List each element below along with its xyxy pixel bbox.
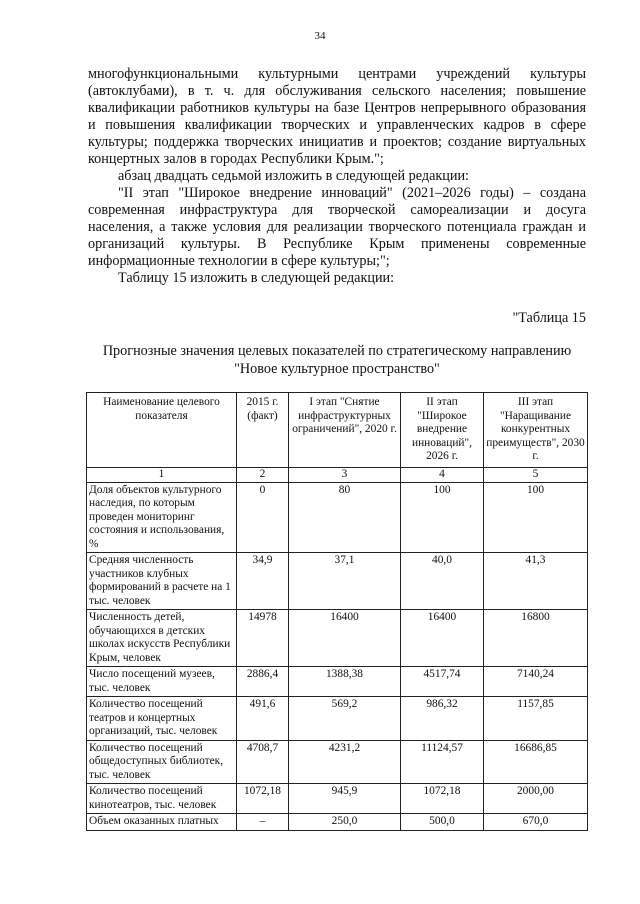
- value-stage-3: 16800: [484, 610, 588, 667]
- header-stage-1: I этап "Снятие инфраструктурных ограничений", 2020 г.: [289, 393, 401, 468]
- page-number: 34: [314, 30, 326, 42]
- value-2015: 491,6: [237, 697, 289, 741]
- paragraph-instruction: абзац двадцать седьмой изложить в следующей редакции:: [118, 168, 469, 184]
- value-2015: –: [237, 814, 289, 831]
- value-stage-1: 250,0: [289, 814, 401, 831]
- value-stage-3: 1157,85: [484, 697, 588, 741]
- header-2015: 2015 г. (факт): [237, 393, 289, 468]
- value-stage-2: 40,0: [401, 553, 484, 610]
- column-index: 2: [237, 468, 289, 483]
- indicator-name: Количество посещений кинотеатров, тыс. человек: [87, 784, 237, 814]
- value-stage-3: 670,0: [484, 814, 588, 831]
- value-stage-3: 16686,85: [484, 740, 588, 784]
- table-row: [87, 482, 588, 553]
- paragraph-continuation: многофункциональными культурными центрами учреждений культуры (автоклубами), в т. ч. для обслуживания сельского населения; повышение квалификации работников культуры на базе Центров непрерывного образования и повышения квалификации творческих и управленческих кадров в сфере культуры; поддержка творческих инициатив и проектов; создание виртуальных концертных залов в городах Республики Крым.";: [88, 66, 586, 167]
- table-row: [87, 697, 588, 741]
- body-text: [88, 66, 586, 287]
- value-2015: 4708,7: [237, 740, 289, 784]
- value-stage-1: 80: [289, 482, 401, 553]
- value-stage-1: 1388,38: [289, 667, 401, 697]
- table-row: [87, 610, 588, 667]
- value-stage-1: 945,9: [289, 784, 401, 814]
- value-stage-2: 986,32: [401, 697, 484, 741]
- table-row: [87, 553, 588, 610]
- column-index: 4: [401, 468, 484, 483]
- value-2015: 14978: [237, 610, 289, 667]
- table-row: [87, 814, 588, 831]
- table-row: [87, 740, 588, 784]
- table-row: [87, 667, 588, 697]
- value-stage-2: 500,0: [401, 814, 484, 831]
- value-stage-2: 16400: [401, 610, 484, 667]
- value-stage-3: 2000,00: [484, 784, 588, 814]
- indicator-name: Число посещений музеев, тыс. человек: [87, 667, 237, 697]
- column-index-row: [87, 468, 588, 483]
- value-stage-1: 16400: [289, 610, 401, 667]
- table-label: "Таблица 15: [512, 310, 586, 326]
- value-2015: 0: [237, 482, 289, 553]
- column-index: 5: [484, 468, 588, 483]
- indicators-table: [86, 392, 588, 831]
- indicator-name: Доля объектов культурного наследия, по которым проведен мониторинг состояния и использования, %: [87, 482, 237, 553]
- value-2015: 34,9: [237, 553, 289, 610]
- value-stage-2: 4517,74: [401, 667, 484, 697]
- header-indicator-name: Наименование целевого показателя: [87, 393, 237, 468]
- value-stage-1: 569,2: [289, 697, 401, 741]
- value-stage-3: 7140,24: [484, 667, 588, 697]
- indicator-name: Количество посещений общедоступных библиотек, тыс. человек: [87, 740, 237, 784]
- column-index: 1: [87, 468, 237, 483]
- table-header-row: [87, 393, 588, 468]
- value-stage-2: 11124,57: [401, 740, 484, 784]
- header-stage-2: II этап "Широкое внедрение инноваций", 2026 г.: [401, 393, 484, 468]
- value-stage-1: 4231,2: [289, 740, 401, 784]
- indicator-name: Объем оказанных платных: [87, 814, 237, 831]
- paragraph-stage-two: "II этап "Широкое внедрение инноваций" (2021–2026 годы) – создана современная инфраструктура для творческой самореализации и досуга населения, а также условия для реализации творческого потенциала граждан и организаций культуры. В Республике Крым применены современные информационные технологии в сфере культуры;";: [88, 185, 586, 269]
- table-caption: Прогнозные значения целевых показателей по стратегическому направлению "Новое культурное пространство": [102, 343, 572, 377]
- column-index: 3: [289, 468, 401, 483]
- value-stage-2: 100: [401, 482, 484, 553]
- indicator-name: Количество посещений театров и концертных организаций, тыс. человек: [87, 697, 237, 741]
- value-2015: 2886,4: [237, 667, 289, 697]
- value-stage-1: 37,1: [289, 553, 401, 610]
- indicator-name: Средняя численность участников клубных формирований в расчете на 1 тыс. человек: [87, 553, 237, 610]
- paragraph-table-instruction: Таблицу 15 изложить в следующей редакции:: [118, 270, 395, 286]
- value-2015: 1072,18: [237, 784, 289, 814]
- value-stage-3: 100: [484, 482, 588, 553]
- table-row: [87, 784, 588, 814]
- value-stage-3: 41,3: [484, 553, 588, 610]
- indicator-name: Численность детей, обучающихся в детских школах искусств Республики Крым, человек: [87, 610, 237, 667]
- value-stage-2: 1072,18: [401, 784, 484, 814]
- header-stage-3: III этап "Наращивание конкурентных преимуществ", 2030 г.: [484, 393, 588, 468]
